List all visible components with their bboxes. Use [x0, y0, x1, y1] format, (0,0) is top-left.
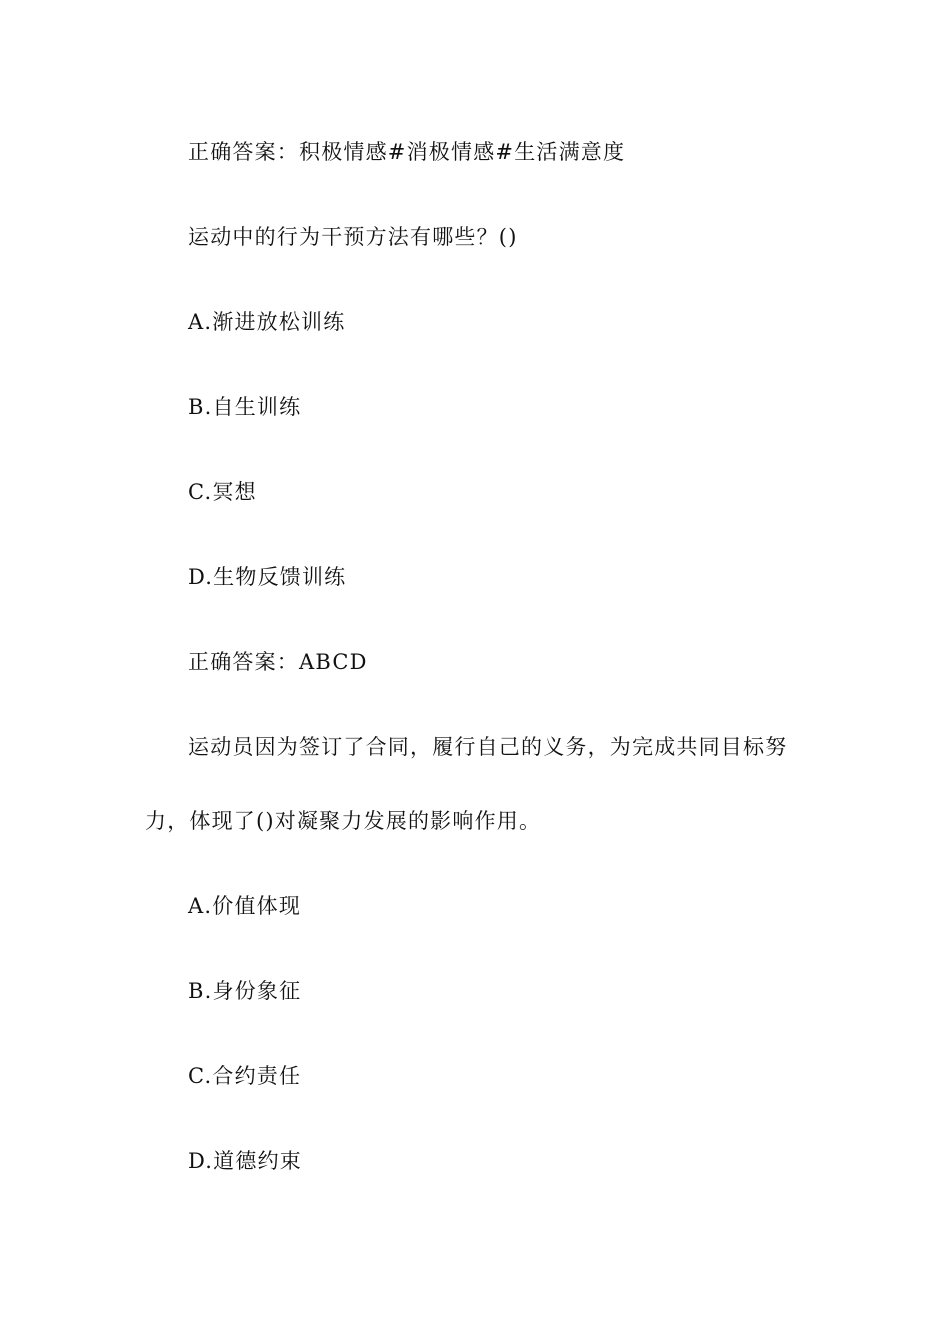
q3-option-d: D.道德约束 [188, 1149, 302, 1173]
q2-answer: 正确答案：ABCD [188, 650, 368, 674]
q2-option-d: D.生物反馈训练 [188, 565, 347, 589]
q3-stem-line1: 运动员因为签订了合同，履行自己的义务，为完成共同目标努 [188, 735, 788, 759]
q2-option-a: A.渐进放松训练 [188, 310, 346, 334]
q1-answer: 正确答案：积极情感#消极情感#生活满意度 [188, 140, 626, 164]
q2-option-b: B.自生训练 [188, 395, 302, 419]
q3-stem-line2: 力，体现了()对凝聚力发展的影响作用。 [145, 809, 542, 833]
q2-option-c: C.冥想 [188, 480, 257, 504]
q2-stem: 运动中的行为干预方法有哪些？() [188, 225, 518, 249]
q3-option-a: A.价值体现 [188, 894, 302, 918]
q3-option-b: B.身份象征 [188, 979, 302, 1003]
q3-option-c: C.合约责任 [188, 1064, 302, 1088]
